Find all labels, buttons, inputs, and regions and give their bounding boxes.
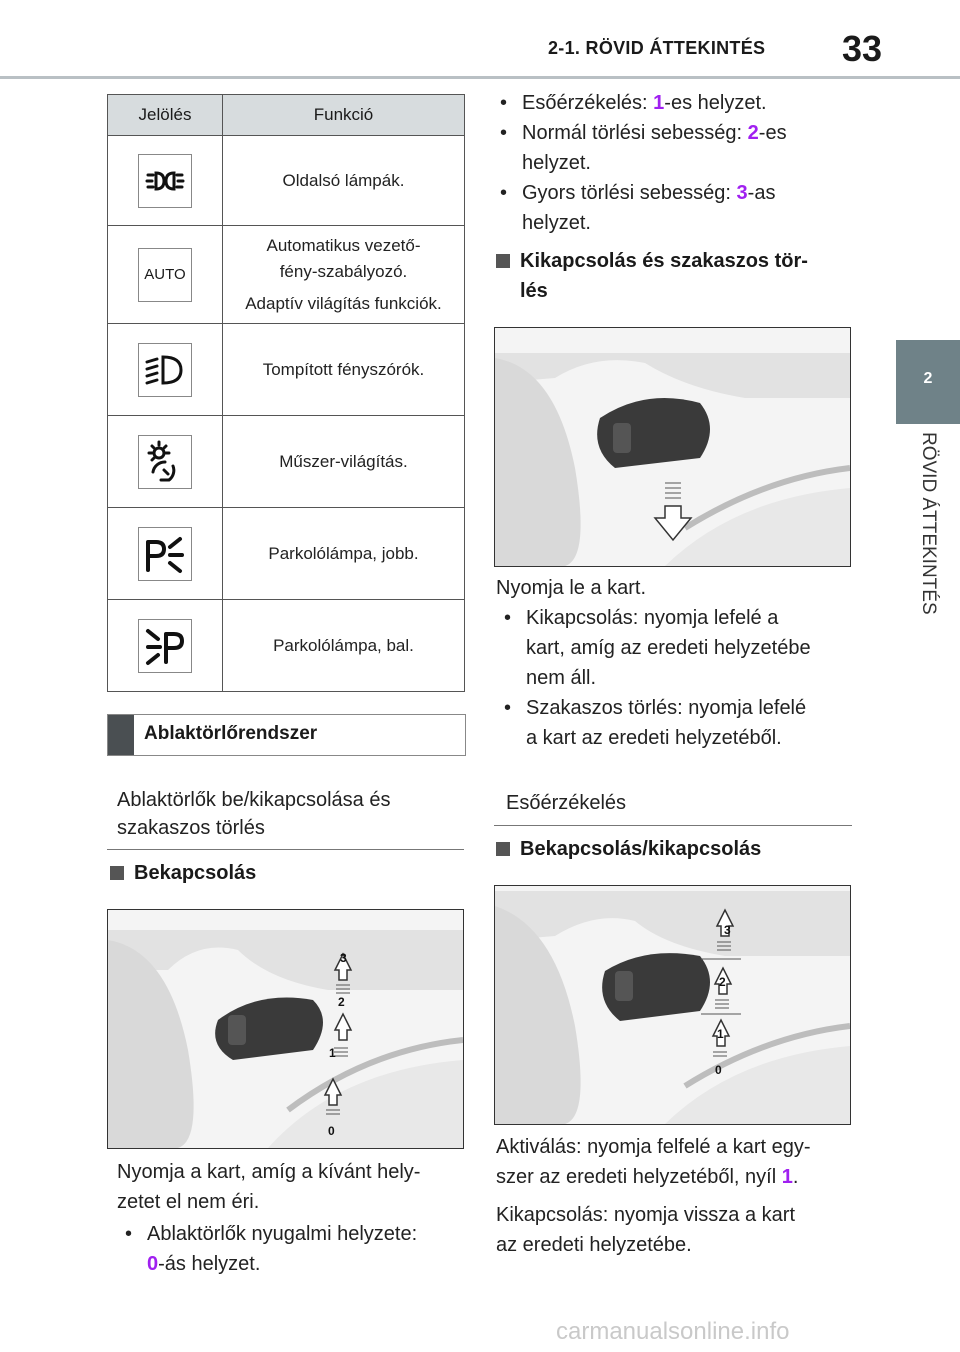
list-item-text: a kart az eredeti helyzetéből. — [526, 727, 782, 749]
rain-sensor-figure — [494, 885, 851, 1125]
parking-light-left-icon — [138, 619, 192, 673]
list-item — [492, 178, 852, 238]
bullet-list — [496, 603, 856, 753]
bekapcsolas-heading — [110, 858, 256, 888]
table-row — [108, 600, 465, 692]
instrument-lighting-icon — [138, 435, 192, 489]
paragraph-line: Aktiválás: nyomja felfelé a kart egy- — [496, 1136, 811, 1158]
function-line: fény-szabályozó. — [279, 261, 408, 281]
subsection-heading — [117, 786, 390, 842]
left-paragraph — [117, 1157, 467, 1279]
list-item — [117, 1219, 467, 1279]
paragraph-line — [496, 1162, 856, 1192]
chapter-number: 2 — [923, 370, 933, 387]
function-line: Automatikus vezető- — [266, 235, 421, 255]
bullet-list — [117, 1219, 467, 1279]
table-row — [108, 324, 465, 416]
chapter-tab — [896, 340, 960, 424]
chapter-title-tab — [896, 426, 960, 656]
list-item-text: Esőérzékelés: — [522, 92, 654, 114]
table-cell-function: Parkolólámpa, jobb. — [223, 508, 465, 600]
figure-label: 0 — [328, 1124, 335, 1138]
list-item-text: -ás helyzet. — [158, 1253, 261, 1275]
list-item-text: kart, amíg az eredeti helyzetébe — [526, 637, 811, 659]
function-line: Adaptív világítás funkciók. — [245, 293, 442, 313]
table-row — [108, 416, 465, 508]
table-cell-function — [223, 226, 465, 324]
position-number: 3 — [736, 182, 748, 204]
onoff-heading — [496, 834, 761, 864]
auto-light-icon: AUTO — [138, 248, 192, 302]
list-item-text: Kikapcsolás: nyomja lefelé a — [526, 607, 779, 629]
parking-light-right-icon — [138, 527, 192, 581]
list-item-text: Normál törlési sebesség: — [522, 122, 748, 144]
watermark: carmanualsonline.info — [556, 1318, 790, 1345]
position-number: 0 — [147, 1253, 159, 1275]
list-item-text: -as — [747, 182, 776, 204]
divider — [494, 825, 852, 826]
paragraph-text: szer az eredeti helyzetéből, nyíl — [496, 1166, 782, 1188]
list-item-text: -es — [758, 122, 787, 144]
side-lamps-icon — [138, 154, 192, 208]
kikapcsolas-heading — [496, 246, 808, 306]
chapter-title: RÖVID ÁTTEKINTÉS — [918, 432, 939, 615]
table-header-row — [108, 95, 465, 136]
square-bullet-icon — [496, 842, 510, 856]
running-head: 2-1. RÖVID ÁTTEKINTÉS — [548, 38, 766, 58]
list-item-text: nem áll. — [526, 667, 597, 689]
column-header-function: Funkció — [223, 95, 465, 136]
figure-label: 0 — [715, 1063, 722, 1077]
paragraph-text: . — [792, 1166, 799, 1188]
figure-label: 3 — [724, 923, 731, 937]
table-row — [108, 508, 465, 600]
figure-label: 1 — [329, 1046, 336, 1060]
table-row — [108, 226, 465, 324]
list-item — [496, 603, 856, 693]
figure-label: 2 — [338, 995, 345, 1009]
table-cell-function: Tompított fényszórók. — [223, 324, 465, 416]
list-item — [492, 88, 852, 118]
section-heading-marker — [108, 715, 134, 755]
position-number: 1 — [653, 92, 665, 114]
figure-label: 3 — [340, 951, 347, 965]
heading-text: Kikapcsolás és szakaszos tör- — [520, 250, 808, 272]
figure-label: 2 — [719, 975, 726, 989]
column-header-symbol: Jelölés — [108, 95, 223, 136]
table-row — [108, 136, 465, 226]
subsection-heading-line: szakaszos törlés — [117, 817, 265, 839]
list-item-text: -es helyzet. — [664, 92, 767, 114]
heading-text: Bekapcsolás/kikapcsolás — [520, 838, 762, 860]
figure-label: 1 — [717, 1027, 724, 1041]
divider — [107, 849, 464, 850]
table-cell-function: Műszer-világítás. — [223, 416, 465, 508]
heading-text: Bekapcsolás — [134, 862, 257, 884]
wiper-on-figure — [107, 909, 464, 1149]
position-number: 1 — [781, 1166, 793, 1188]
paragraph-line: zetet el nem éri. — [117, 1191, 260, 1213]
list-item — [496, 693, 856, 753]
list-item-text: helyzet. — [522, 212, 591, 234]
list-item-text: Gyors törlési sebesség: — [522, 182, 737, 204]
section-heading — [107, 714, 466, 756]
paragraph-line: Kikapcsolás: nyomja vissza a kart — [496, 1204, 796, 1226]
symbol-table — [107, 94, 465, 692]
heading-text: lés — [520, 280, 548, 302]
list-item — [492, 118, 852, 178]
right-paragraph-off — [496, 573, 856, 753]
square-bullet-icon — [496, 254, 510, 268]
subsection-heading-line: Ablaktörlők be/kikapcsolása és — [117, 789, 391, 811]
right-paragraph-activation — [496, 1132, 856, 1260]
paragraph-line: Nyomja a kart, amíg a kívánt hely- — [117, 1161, 421, 1183]
list-item-text: Ablaktörlők nyugalmi helyzete: — [147, 1223, 418, 1245]
square-bullet-icon — [110, 866, 124, 880]
low-beam-icon — [138, 343, 192, 397]
section-heading-text: Ablaktörlőrendszer — [144, 723, 318, 744]
bullet-list — [492, 88, 852, 238]
paragraph-line: az eredeti helyzetébe. — [496, 1234, 692, 1256]
paragraph-line: Nyomja le a kart. — [496, 577, 647, 599]
list-item-text: Szakaszos törlés: nyomja lefelé — [526, 697, 807, 719]
right-bullets — [492, 88, 852, 238]
table-cell-function: Oldalsó lámpák. — [223, 136, 465, 226]
table-cell-function: Parkolólámpa, bal. — [223, 600, 465, 692]
rain-sensor-heading: Esőérzékelés — [506, 792, 627, 814]
list-item-text: helyzet. — [522, 152, 591, 174]
wiper-off-figure — [494, 327, 851, 567]
page-number: 33 — [842, 28, 883, 69]
header-rule — [0, 76, 960, 79]
position-number: 2 — [747, 122, 759, 144]
